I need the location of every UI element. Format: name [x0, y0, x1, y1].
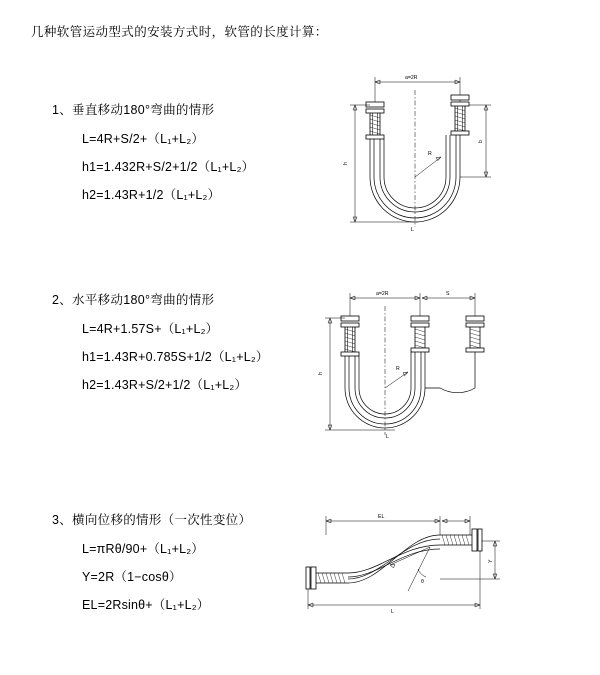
section-3-formula-2: Y=2R（1−cosθ） — [82, 570, 182, 584]
dim-radius — [415, 151, 441, 177]
section-3-diagram — [290, 505, 540, 635]
svg-text:θ: θ — [421, 579, 424, 585]
middle-pipe — [411, 316, 429, 352]
dim-y — [440, 541, 500, 579]
dim-height — [343, 105, 418, 222]
section-1-text — [52, 100, 312, 213]
vertical-180-bend-drawing — [300, 65, 530, 265]
section-2-text — [52, 290, 312, 403]
section-3-text — [52, 510, 312, 623]
dim-el — [326, 514, 470, 535]
hose-s-curve — [348, 535, 440, 583]
svg-text:b: b — [478, 140, 484, 143]
dim-bottom-label: L — [386, 434, 389, 440]
dim-top — [350, 291, 475, 316]
svg-text:h: h — [343, 162, 349, 165]
right-pipe — [440, 529, 482, 551]
right-pipe — [466, 316, 484, 352]
dim-radius — [385, 366, 408, 388]
svg-text:a=2R: a=2R — [405, 75, 418, 81]
dim-top — [375, 75, 460, 105]
dim-height — [318, 318, 395, 430]
svg-text:Y: Y — [488, 559, 494, 563]
section-2-formula-2: h1=1.43R+0.785S+1/2（L₁+L₂） — [82, 350, 269, 364]
dim-bottom-label: L — [411, 227, 414, 233]
section-3-formula-1: L=πRθ/90+（L₁+L₂） — [82, 542, 205, 556]
section-1-formula-2: h1=1.432R+S/2+1/2（L₁+L₂） — [82, 160, 255, 174]
section-2-title: 2、水平移动180°弯曲的情形 — [52, 293, 215, 307]
svg-text:R: R — [396, 366, 400, 372]
section-3-title: 3、横向位移的情形（一次性变位） — [52, 513, 252, 527]
section-1-title: 1、垂直移动180°弯曲的情形 — [52, 103, 215, 117]
section-3-formula-3: EL=2Rsinθ+（L₁+L₂） — [82, 598, 210, 612]
hose-u-bend — [345, 352, 475, 428]
svg-text:L: L — [391, 609, 394, 615]
lateral-offset-drawing — [290, 505, 540, 635]
section-2-formula-1: L=4R+1.57S+（L₁+L₂） — [82, 322, 219, 336]
svg-text:EL: EL — [378, 514, 385, 520]
section-2-diagram — [300, 280, 530, 460]
left-pipe — [341, 316, 359, 356]
svg-text:a=2R: a=2R — [376, 291, 389, 297]
horizontal-180-bend-drawing — [300, 280, 530, 460]
section-1-formula-3: h2=1.43R+1/2（L₁+L₂） — [82, 188, 221, 202]
page-title: 几种软管运动型式的安装方式时，软管的长度计算： — [31, 25, 328, 39]
section-2-formula-3: h2=1.43R+S/2+1/2（L₁+L₂） — [82, 378, 248, 392]
section-1-formula-1: L=4R+S/2+（L₁+L₂） — [82, 132, 205, 146]
svg-text:h: h — [318, 372, 324, 375]
section-1-diagram — [300, 65, 530, 265]
left-pipe — [366, 102, 384, 139]
angle-theta — [408, 547, 430, 591]
left-pipe — [306, 567, 348, 589]
svg-text:S: S — [446, 291, 450, 297]
svg-text:R: R — [428, 151, 432, 157]
